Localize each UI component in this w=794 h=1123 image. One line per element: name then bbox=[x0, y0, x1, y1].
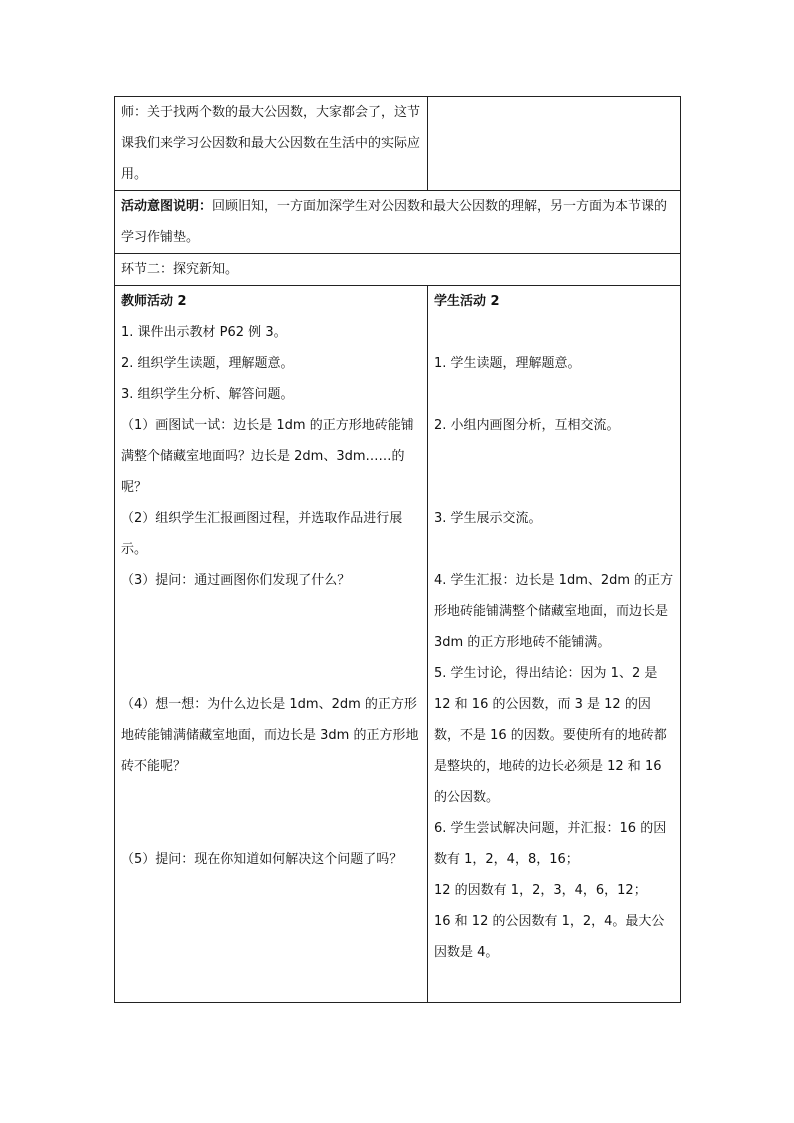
student-activity-cell bbox=[428, 286, 681, 1003]
teacher-activity-cell bbox=[115, 286, 428, 1003]
teacher-activity-header: 教师活动 2 bbox=[121, 294, 187, 309]
intent-row bbox=[115, 191, 681, 254]
section2-cell bbox=[115, 254, 681, 286]
activity-row bbox=[115, 286, 681, 1003]
student-activity-header: 学生活动 2 bbox=[434, 294, 500, 309]
section2-row bbox=[115, 254, 681, 286]
teacher-step-1: 1. 课件出示教材 P62 例 3。 bbox=[121, 325, 287, 340]
intro-teacher-text: 师：关于找两个数的最大公因数，大家都会了，这节课我们来学习公因数和最大公因数在生活中的实际应用。 bbox=[121, 105, 421, 182]
lesson-table-frame bbox=[114, 96, 680, 1003]
section2-title: 环节二：探究新知。 bbox=[121, 262, 239, 277]
student-step-6-b: 12 的因数有 1，2，3，4，6，12； bbox=[434, 883, 647, 898]
teacher-step-3: 3. 组织学生分析、解答问题。 bbox=[121, 387, 294, 402]
student-step-6-c: 16 和 12 的公因数有 1，2，4。最大公因数是 4。 bbox=[434, 914, 665, 960]
teacher-step-3-1: （1）画图试一试：边长是 1dm 的正方形地砖能铺满整个储藏室地面吗？边长是 2dm、3dm……的呢？ bbox=[121, 418, 414, 495]
student-step-3: 3. 学生展示交流。 bbox=[434, 511, 542, 526]
lesson-table bbox=[114, 96, 681, 1003]
teacher-step-3-2: （2）组织学生汇报画图过程，并选取作品进行展示。 bbox=[121, 511, 403, 557]
teacher-step-3-5: （5）提问：现在你知道如何解决这个问题了吗？ bbox=[121, 852, 403, 867]
intent-cell bbox=[115, 191, 681, 254]
intent-label: 活动意图说明： bbox=[121, 199, 213, 214]
student-step-6: 6. 学生尝试解决问题，并汇报：16 的因数有 1，2，4，8，16； bbox=[434, 821, 667, 867]
teacher-step-3-4: （4）想一想：为什么边长是 1dm、2dm 的正方形地砖能铺满储藏室地面，而边长是 3dm 的正方形地砖不能呢？ bbox=[121, 697, 419, 774]
student-step-1: 1. 学生读题，理解题意。 bbox=[434, 356, 581, 371]
student-step-5: 5. 学生讨论，得出结论：因为 1、2 是 12 和 16 的公因数，而 3 是 12 的因数，不是 16 的因数。要使所有的地砖都是整块的，地砖的边长必须是 12 和 16 的公因数。 bbox=[434, 666, 667, 805]
student-step-2: 2. 小组内画图分析，互相交流。 bbox=[434, 418, 620, 433]
intro-row bbox=[115, 97, 681, 191]
intro-student-cell bbox=[428, 97, 681, 191]
intro-teacher-cell bbox=[115, 97, 428, 191]
teacher-step-3-3: （3）提问：通过画图你们发现了什么？ bbox=[121, 573, 351, 588]
student-step-4: 4. 学生汇报：边长是 1dm、2dm 的正方形地砖能铺满整个储藏室地面，而边长是 3dm 的正方形地砖不能铺满。 bbox=[434, 573, 674, 650]
intent-text: 回顾旧知，一方面加深学生对公因数和最大公因数的理解，另一方面为本节课的学习作铺垫。 bbox=[121, 199, 668, 245]
teacher-step-2: 2. 组织学生读题，理解题意。 bbox=[121, 356, 294, 371]
